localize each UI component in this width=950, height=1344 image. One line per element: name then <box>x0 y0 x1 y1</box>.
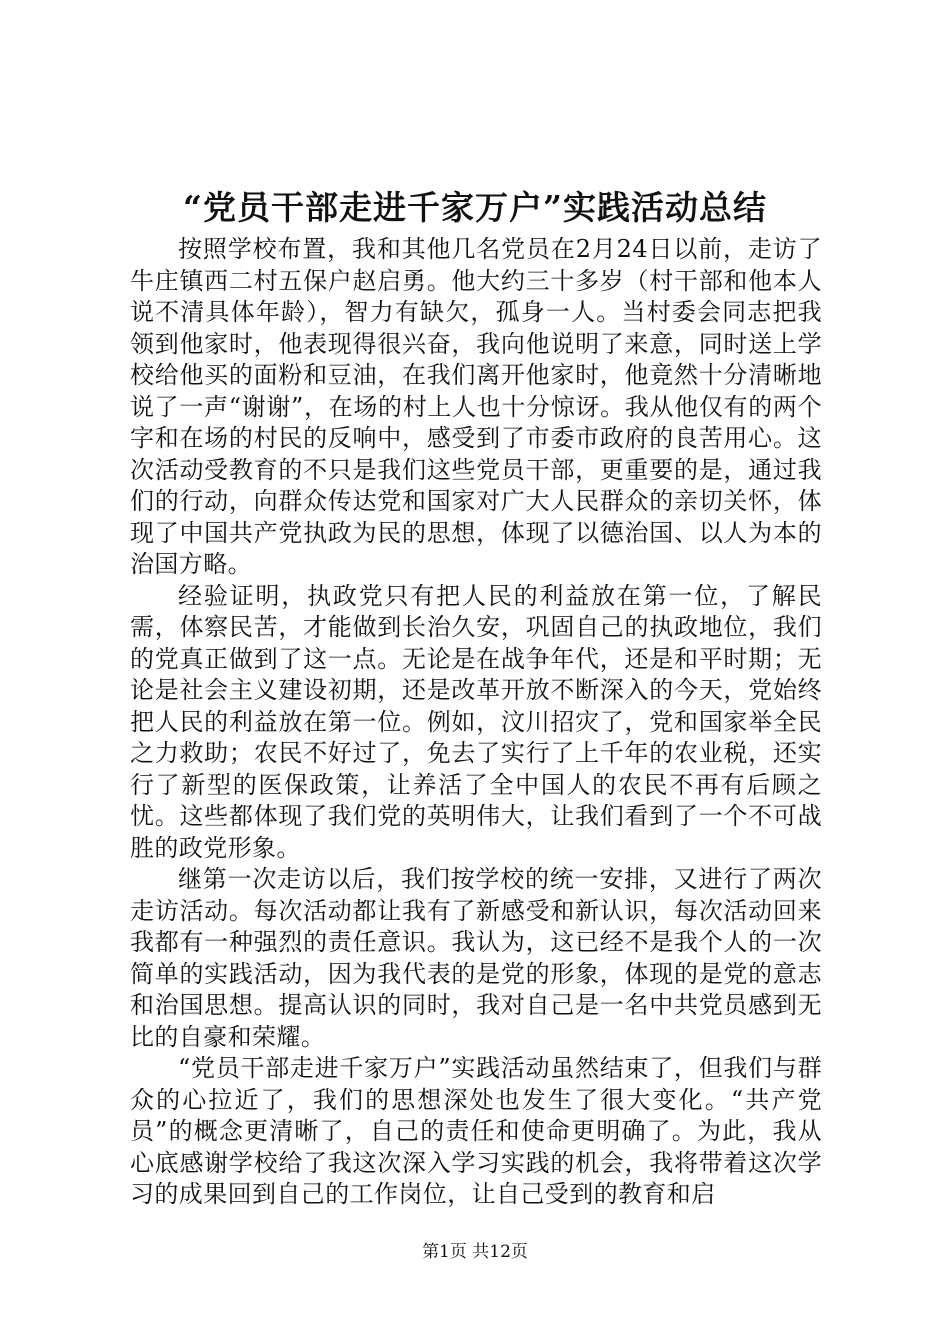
paragraph-2: 经验证明，执政党只有把人民的利益放在第一位，了解民需，体察民苦，才能做到长治久安，巩固自己的执政地位，我们的党真正做到了这一点。无论是在战争年代，还是和平时期；无论是社会主义建设初期，还是改革开放不断深入的今天，党始终把人民的利益放在第一位。例如，汶川招灾了，党和国家举全民之力救助；农民不好过了，免去了实行了上千年的农业税，还实行了新型的医保政策，让养活了全中国人的农民不再有后顾之忧。这些都体现了我们党的英明伟大，让我们看到了一个不可战胜的政党形象。 <box>130 581 822 862</box>
paragraph-4: “党员干部走进千家万户”实践活动虽然结束了，但我们与群众的心拉近了，我们的思想深处也发生了很大变化。“共产党员”的概念更清晰了，自己的责任和使命更明确了。为此，我从心底感谢学校给了我这次深入学习实践的机会，我将带着这次学习的成果回到自己的工作岗位，让自己受到的教育和启 <box>130 1054 822 1208</box>
paragraph-1: 按照学校布置，我和其他几名党员在2月24日以前，走访了牛庄镇西二村五保户赵启勇。他大约三十多岁（村干部和他本人说不清具体年龄），智力有缺欠，孤身一人。当村委会同志把我领到他家时，他表现得很兴奋，我向他说明了来意，同时送上学校给他买的面粉和豆油，在我们离开他家时，他竟然十分清晰地说了一声“谢谢”，在场的村上人也十分惊讶。我从他仅有的两个字和在场的村民的反响中，感受到了市委市政府的良苦用心。这次活动受教育的不只是我们这些党员干部，更重要的是，通过我们的行动，向群众传达党和国家对广大人民群众的亲切关怀，体现了中国共产党执政为民的思想，体现了以德治国、以人为本的治国方略。 <box>130 235 822 578</box>
paragraph-3: 继第一次走访以后，我们按学校的统一安排，又进行了两次走访活动。每次活动都让我有了新感受和新认识，每次活动回来我都有一种强烈的责任意识。我认为，这已经不是我个人的一次简单的实践活动，因为我代表的是党的形象，体现的是党的意志和治国思想。提高认识的同时，我对自己是一名中共党员感到无比的自豪和荣耀。 <box>130 865 822 1051</box>
document-title: “党员干部走进千家万户”实践活动总结 <box>183 188 767 227</box>
document-body <box>130 234 822 1211</box>
page-number-footer: 第1页 共12页 <box>422 1242 528 1262</box>
